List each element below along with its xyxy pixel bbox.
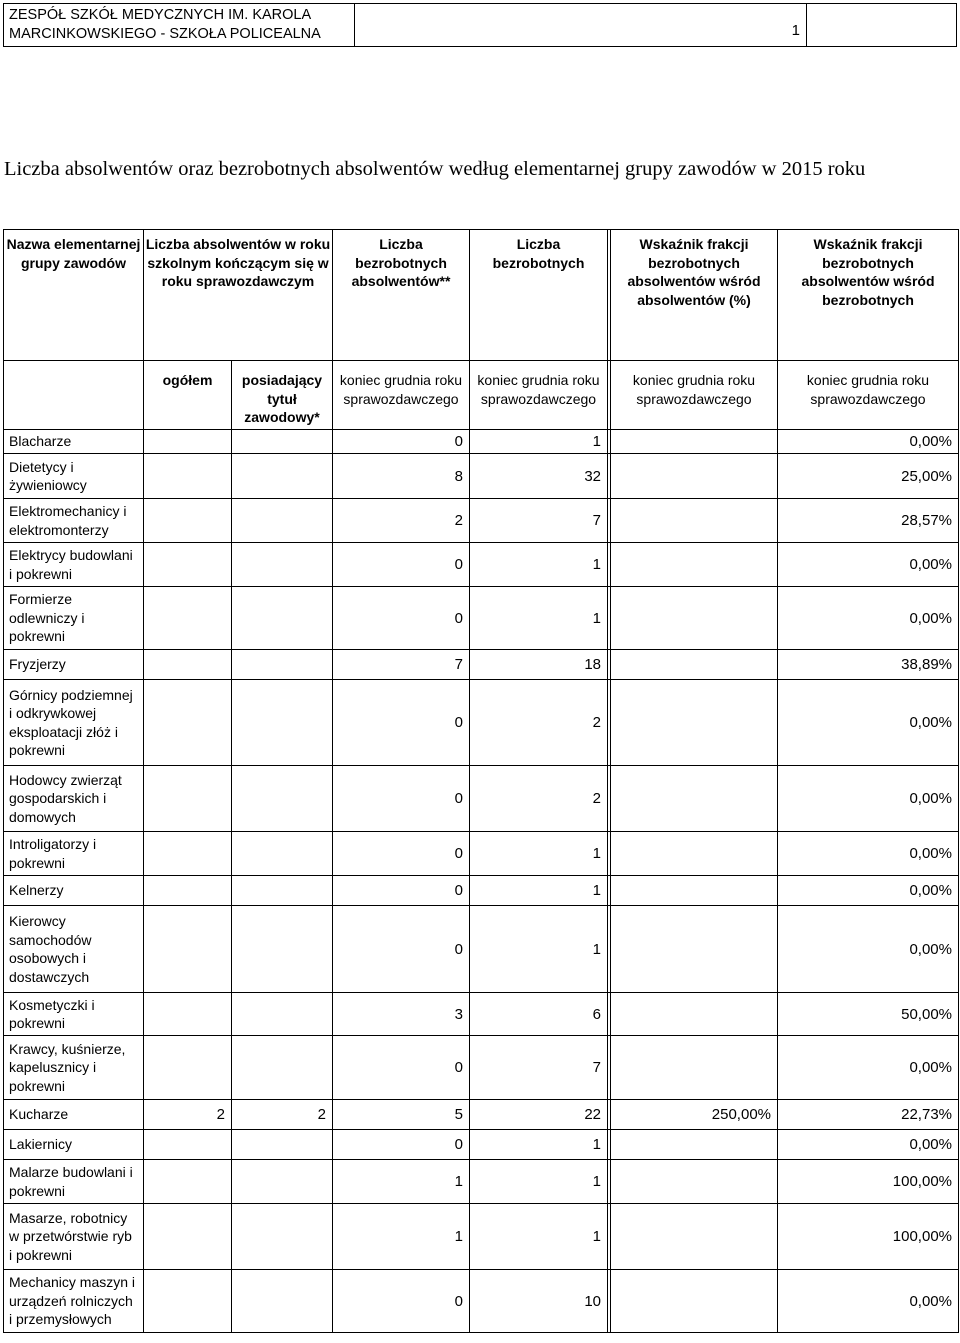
with-title-cell [232, 587, 333, 650]
with-title-cell [232, 650, 333, 680]
table-row [4, 1204, 959, 1270]
table-row [4, 1036, 959, 1100]
rate-unemployed-cell: 0,00% [778, 543, 959, 587]
unemployed-cell: 1 [470, 906, 608, 993]
total-cell [144, 1036, 232, 1100]
with-title-cell: 2 [232, 1100, 333, 1130]
unemployed-grads-cell: 0 [333, 832, 470, 876]
subheader-total: ogółem [144, 361, 232, 430]
unemployed-grads-cell: 8 [333, 454, 470, 499]
occupation-name: Elektrycy budowlani i pokrewni [4, 543, 144, 587]
page-number: 1 [355, 4, 807, 46]
unemployed-cell: 7 [470, 1036, 608, 1100]
school-name: ZESPÓŁ SZKÓŁ MEDYCZNYCH IM. KAROLA MARCINKOWSKIEGO - SZKOŁA POLICEALNA [4, 4, 355, 46]
unemployed-cell: 32 [470, 454, 608, 499]
unemployed-cell: 1 [470, 876, 608, 906]
rate-grads-cell [611, 1270, 778, 1333]
occupation-name: Kelnerzy [4, 876, 144, 906]
occupation-name: Kucharze [4, 1100, 144, 1130]
occupation-name: Górnicy podziemnej i odkrywkowej eksploatacji złóż i pokrewni [4, 680, 144, 766]
total-cell [144, 1270, 232, 1333]
unemployed-cell: 10 [470, 1270, 608, 1333]
with-title-cell [232, 454, 333, 499]
rate-unemployed-cell: 0,00% [778, 906, 959, 993]
rate-grads-cell [611, 454, 778, 499]
unemployed-grads-cell: 0 [333, 906, 470, 993]
total-cell [144, 906, 232, 993]
unemployed-grads-cell: 2 [333, 499, 470, 543]
total-cell [144, 993, 232, 1036]
total-cell [144, 499, 232, 543]
unemployed-cell: 1 [470, 430, 608, 454]
col-header-graduates: Liczba absolwentów w roku szkolnym kończącym się w roku sprawozdawczym [144, 230, 333, 361]
occupation-name: Kosmetyczki i pokrewni [4, 993, 144, 1036]
occupation-name: Blacharze [4, 430, 144, 454]
table-row [4, 1270, 959, 1333]
rate-unemployed-cell: 100,00% [778, 1204, 959, 1270]
rate-unemployed-cell: 22,73% [778, 1100, 959, 1130]
rate-grads-cell [611, 1130, 778, 1160]
rate-unemployed-cell: 100,00% [778, 1160, 959, 1204]
unemployed-grads-cell: 0 [333, 876, 470, 906]
document-title: Liczba absolwentów oraz bezrobotnych absolwentów według elementarnej grupy zawodów w 2015 roku [4, 158, 866, 180]
with-title-cell [232, 1036, 333, 1100]
unemployed-cell: 18 [470, 650, 608, 680]
rate-grads-cell [611, 1036, 778, 1100]
table-row [4, 1100, 959, 1130]
subheader-col4: koniec grudnia roku sprawozdawczego [470, 361, 608, 430]
unemployed-cell: 2 [470, 766, 608, 832]
table-row [4, 1130, 959, 1160]
rate-unemployed-cell: 50,00% [778, 993, 959, 1036]
with-title-cell [232, 906, 333, 993]
subheader-col6: koniec grudnia roku sprawozdawczego [778, 361, 959, 430]
with-title-cell [232, 1204, 333, 1270]
with-title-cell [232, 1130, 333, 1160]
with-title-cell [232, 832, 333, 876]
rate-unemployed-cell: 25,00% [778, 454, 959, 499]
total-cell [144, 543, 232, 587]
occupation-name: Hodowcy zwierząt gospodarskich i domowych [4, 766, 144, 832]
rate-grads-cell [611, 587, 778, 650]
occupation-name: Kierowcy samochodów osobowych i dostawczych [4, 906, 144, 993]
table-row [4, 650, 959, 680]
col-header-unemployed-grads: Liczba bezrobotnych absolwentów** [333, 230, 470, 361]
graduates-table [3, 229, 959, 1333]
unemployed-cell: 1 [470, 1204, 608, 1270]
unemployed-grads-cell: 0 [333, 1130, 470, 1160]
rate-grads-cell [611, 993, 778, 1036]
col-header-rate-unemployed: Wskaźnik frakcji bezrobotnych absolwentów wśród bezrobotnych [778, 230, 959, 361]
unemployed-cell: 22 [470, 1100, 608, 1130]
table-row [4, 832, 959, 876]
table-row [4, 906, 959, 993]
rate-unemployed-cell: 0,00% [778, 766, 959, 832]
subheader-empty [4, 361, 144, 430]
unemployed-cell: 6 [470, 993, 608, 1036]
rate-grads-cell [611, 680, 778, 766]
rate-grads-cell [611, 876, 778, 906]
col-header-rate-grads: Wskaźnik frakcji bezrobotnych absolwentów wśród absolwentów (%) [611, 230, 778, 361]
with-title-cell [232, 499, 333, 543]
unemployed-grads-cell: 0 [333, 1270, 470, 1333]
total-cell [144, 1160, 232, 1204]
with-title-cell [232, 680, 333, 766]
total-cell [144, 1130, 232, 1160]
rate-grads-cell [611, 650, 778, 680]
col-header-name: Nazwa elementarnej grupy zawodów [4, 230, 144, 361]
occupation-name: Malarze budowlani i pokrewni [4, 1160, 144, 1204]
occupation-name: Elektromechanicy i elektromonterzy [4, 499, 144, 543]
table-row [4, 430, 959, 454]
rate-unemployed-cell: 0,00% [778, 832, 959, 876]
occupation-name: Lakiernicy [4, 1130, 144, 1160]
unemployed-grads-cell: 3 [333, 993, 470, 1036]
unemployed-cell: 1 [470, 1160, 608, 1204]
table-row [4, 499, 959, 543]
table-row [4, 543, 959, 587]
occupation-name: Krawcy, kuśnierze, kapelusznicy i pokrewni [4, 1036, 144, 1100]
with-title-cell [232, 876, 333, 906]
total-cell [144, 680, 232, 766]
total-cell [144, 766, 232, 832]
table-row [4, 876, 959, 906]
rate-grads-cell [611, 430, 778, 454]
table-row [4, 766, 959, 832]
unemployed-grads-cell: 1 [333, 1160, 470, 1204]
occupation-name: Masarze, robotnicy w przetwórstwie ryb i pokrewni [4, 1204, 144, 1270]
rate-unemployed-cell: 0,00% [778, 1130, 959, 1160]
unemployed-grads-cell: 0 [333, 1036, 470, 1100]
occupation-name: Dietetycy i żywieniowcy [4, 454, 144, 499]
occupation-name: Mechanicy maszyn i urządzeń rolniczych i przemysłowych [4, 1270, 144, 1333]
total-cell [144, 1204, 232, 1270]
rate-unemployed-cell: 28,57% [778, 499, 959, 543]
total-cell [144, 876, 232, 906]
table-row [4, 587, 959, 650]
rate-grads-cell: 250,00% [611, 1100, 778, 1130]
rate-grads-cell [611, 1160, 778, 1204]
unemployed-cell: 1 [470, 1130, 608, 1160]
unemployed-cell: 1 [470, 832, 608, 876]
unemployed-grads-cell: 5 [333, 1100, 470, 1130]
with-title-cell [232, 993, 333, 1036]
unemployed-grads-cell: 0 [333, 766, 470, 832]
rate-unemployed-cell: 0,00% [778, 876, 959, 906]
rate-grads-cell [611, 766, 778, 832]
rate-grads-cell [611, 543, 778, 587]
total-cell [144, 832, 232, 876]
subheader-with-title: posiadający tytuł zawodowy* [232, 361, 333, 430]
document-header [3, 3, 957, 47]
unemployed-cell: 1 [470, 587, 608, 650]
rate-unemployed-cell: 0,00% [778, 680, 959, 766]
table-row [4, 993, 959, 1036]
rate-unemployed-cell: 0,00% [778, 587, 959, 650]
rate-grads-cell [611, 906, 778, 993]
unemployed-cell: 2 [470, 680, 608, 766]
total-cell [144, 454, 232, 499]
subheader-row [4, 361, 959, 430]
total-cell [144, 430, 232, 454]
total-cell [144, 587, 232, 650]
occupation-name: Fryzjerzy [4, 650, 144, 680]
unemployed-grads-cell: 0 [333, 430, 470, 454]
rate-unemployed-cell: 0,00% [778, 430, 959, 454]
rate-unemployed-cell: 0,00% [778, 1270, 959, 1333]
unemployed-grads-cell: 7 [333, 650, 470, 680]
unemployed-grads-cell: 0 [333, 587, 470, 650]
occupation-name: Formierze odlewniczy i pokrewni [4, 587, 144, 650]
total-cell: 2 [144, 1100, 232, 1130]
rate-grads-cell [611, 499, 778, 543]
rate-unemployed-cell: 0,00% [778, 1036, 959, 1100]
col-header-unemployed: Liczba bezrobotnych [470, 230, 608, 361]
subheader-col3: koniec grudnia roku sprawozdawczego [333, 361, 470, 430]
with-title-cell [232, 543, 333, 587]
with-title-cell [232, 766, 333, 832]
rate-grads-cell [611, 832, 778, 876]
occupation-name: Introligatorzy i pokrewni [4, 832, 144, 876]
total-cell [144, 650, 232, 680]
unemployed-grads-cell: 0 [333, 543, 470, 587]
table-row [4, 454, 959, 499]
unemployed-grads-cell: 0 [333, 680, 470, 766]
with-title-cell [232, 1270, 333, 1333]
table-row [4, 680, 959, 766]
unemployed-cell: 1 [470, 543, 608, 587]
rate-unemployed-cell: 38,89% [778, 650, 959, 680]
with-title-cell [232, 1160, 333, 1204]
rate-grads-cell [611, 1204, 778, 1270]
table-row [4, 1160, 959, 1204]
unemployed-grads-cell: 1 [333, 1204, 470, 1270]
subheader-col5: koniec grudnia roku sprawozdawczego [611, 361, 778, 430]
unemployed-cell: 7 [470, 499, 608, 543]
header-row [4, 230, 959, 361]
with-title-cell [232, 430, 333, 454]
